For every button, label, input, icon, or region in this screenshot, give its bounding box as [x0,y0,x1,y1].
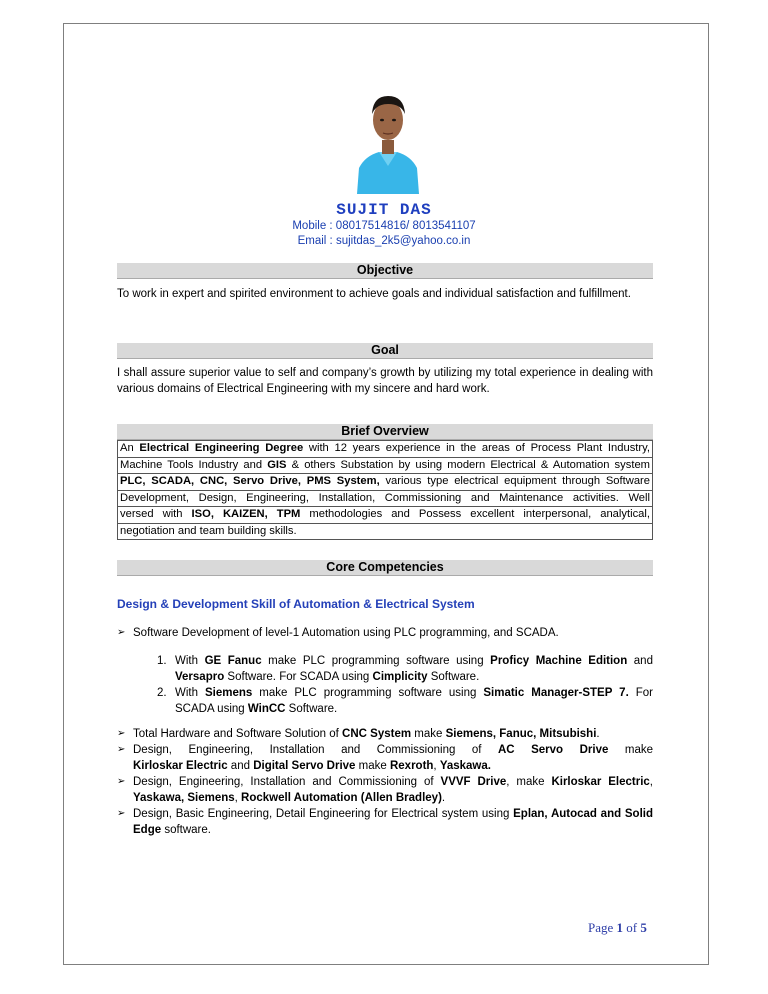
objective-heading: Objective [117,263,653,279]
overview-line: versed with ISO, KAIZEN, TPM methodologies and Possess excellent interpersonal, analytical, [118,507,652,524]
list-item: 1. With GE Fanuc make PLC programming software using Proficy Machine Edition and Versapro Software. For SCADA using Cimplicity Software. [157,655,653,683]
overview-heading: Brief Overview [117,424,653,440]
overview-line: An Electrical Engineering Degree with 12 years experience in the areas of Process Plant Industry, [118,441,652,458]
list-item: ➢ Design, Engineering, Installation and Commissioning of AC Servo Drive make Kirloskar Electric and Digital Servo Drive make Rexroth, Yaskawa. [117,744,653,772]
list-item: ➢ Total Hardware and Software Solution of CNC System make Siemens, Fanuc, Mitsubishi. [117,728,600,740]
arrow-bullet-icon: ➢ [117,808,126,819]
arrow-bullet-icon: ➢ [117,744,126,755]
profile-photo [355,84,421,194]
list-item: ➢ Design, Basic Engineering, Detail Engineering for Electrical system using Eplan, Autocad and Solid Edge software. [117,808,653,836]
candidate-name: SUJIT DAS [336,201,432,219]
overview-line: negotiation and team building skills. [120,524,297,537]
mobile-line: Mobile : 08017514816/ 8013541107 [292,220,476,232]
arrow-bullet-icon: ➢ [117,728,126,739]
overview-line: PLC, SCADA, CNC, Servo Drive, PMS System, various type electrical equipment through Software [118,474,652,491]
goal-text: I shall assure superior value to self and company’s growth by utilizing my total experience in dealing with various domains of Electrical Engineering with my sincere and hard work. [117,367,653,395]
objective-text: To work in expert and spirited environment to achieve goals and individual satisfaction and fulfillment. [117,288,631,300]
arrow-bullet-icon: ➢ [117,627,126,638]
page-number: Page 1 of 5 [588,920,647,935]
list-item: 2. With Siemens make PLC programming software using Simatic Manager-STEP 7. For SCADA using WinCC Software. [157,687,653,715]
email-line: Email : sujitdas_2k5@yahoo.co.in [297,235,471,247]
list-item: ➢ Software Development of level-1 Automation using PLC programming, and SCADA. [117,627,559,639]
core-subtitle: Design & Development Skill of Automation & Electrical System [117,597,475,611]
overview-line: Machine Tools Industry and GIS & others Substation by using modern Electrical & Automation system [118,458,652,475]
goal-heading: Goal [117,343,653,359]
overview-line: Development, Design, Engineering, Installation, Commissioning and Maintenance activities. Well [118,491,652,508]
core-heading: Core Competencies [117,560,653,576]
list-item: ➢ Design, Engineering, Installation and Commissioning of VVVF Drive, make Kirloskar Electric, Yaskawa, Siemens, Rockwell Automation (Allen Bradley). [117,776,653,804]
arrow-bullet-icon: ➢ [117,776,126,787]
overview-box [117,440,653,540]
